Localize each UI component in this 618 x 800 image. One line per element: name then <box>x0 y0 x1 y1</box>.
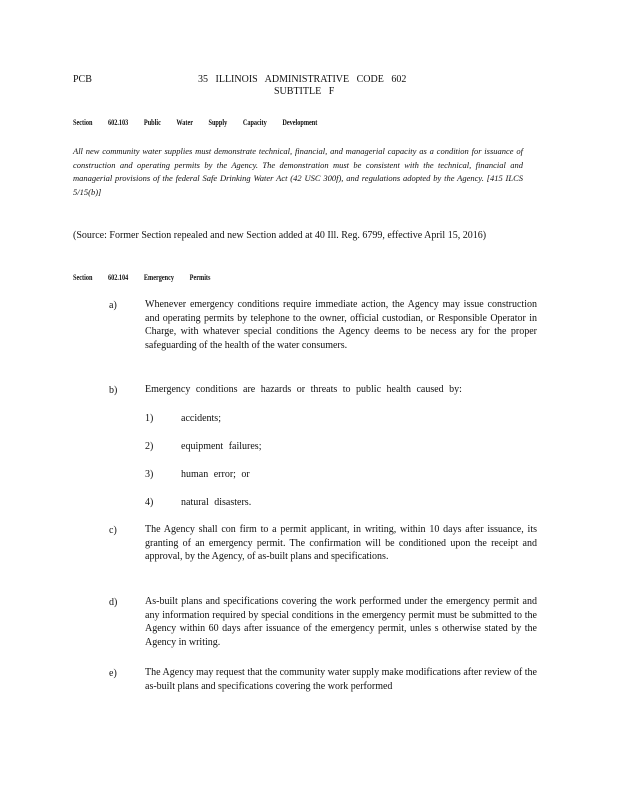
source-note: (Source: Former Section repealed and new Section added at 40 Ill. Reg. 6799, effective April 15, 2016) <box>73 230 487 241</box>
sub-item-label-1: 1) <box>145 413 154 424</box>
item-label-e: e) <box>109 668 117 679</box>
sub-item-label-2: 2) <box>145 441 154 452</box>
sub-item-text-1: accidents; <box>181 413 221 424</box>
header-title-line1: 35 ILLINOIS ADMINISTRATIVE CODE 602 <box>198 74 407 85</box>
section-heading-602-103: Section 602.103 Public Water Supply Capacity Development <box>73 118 318 127</box>
sub-item-text-4: natural disasters. <box>181 497 252 508</box>
sub-item-label-3: 3) <box>145 469 154 480</box>
section-heading-602-104: Section 602.104 Emergency Permits <box>73 273 211 282</box>
header-title <box>198 74 438 98</box>
item-label-b: b) <box>109 385 118 396</box>
sub-item-label-4: 4) <box>145 497 154 508</box>
item-text-c: The Agency shall con firm to a permit applicant, in writing, within 10 days after issuance, its granting of an emergency permit. The confirmation will be conditioned upon the receipt and approval, by the Agency, of as-built plans and specifications. <box>145 524 537 562</box>
item-text-a: Whenever emergency conditions require immediate action, the Agency may issue construction and operating permits by telephone to the owner, official custodian, or Responsible Operator in Charge, with whatever special conditions the Agency deems to be necess ary for the proper safeguarding of the health of the water consumers. <box>145 299 537 351</box>
item-label-d: d) <box>109 597 118 608</box>
item-label-a: a) <box>109 300 117 311</box>
sub-item-text-3: human error; or <box>181 469 250 480</box>
header-agency: PCB <box>73 74 92 85</box>
section-body-capacity: All new community water supplies must demonstrate technical, financial, and managerial capacity as a condition for issuance of construction and operating permits by the Agency. The demonstration must be consistent with the technical, financial and managerial provisions of the federal Safe Drinking Water Act (42 USC 300f), and regulations adopted by the Agency. [415 ILCS 5/15(b)] <box>73 146 523 197</box>
sub-item-text-2: equipment failures; <box>181 441 262 452</box>
item-text-d: As-built plans and specifications covering the work performed under the emergency permit and any information required by special conditions in the emergency permit must be submitted to the Agency within 60 days after issuance of the emergency permit, unles s otherwise stated by the Agency in writing. <box>145 596 537 648</box>
item-text-b: Emergency conditions are hazards or threats to public health caused by: <box>145 384 462 395</box>
item-label-c: c) <box>109 525 117 536</box>
item-text-e: The Agency may request that the community water supply make modifications after review of the as-built plans and specifications covering the work performed <box>145 667 537 692</box>
header-title-line2: SUBTITLE F <box>274 86 335 97</box>
